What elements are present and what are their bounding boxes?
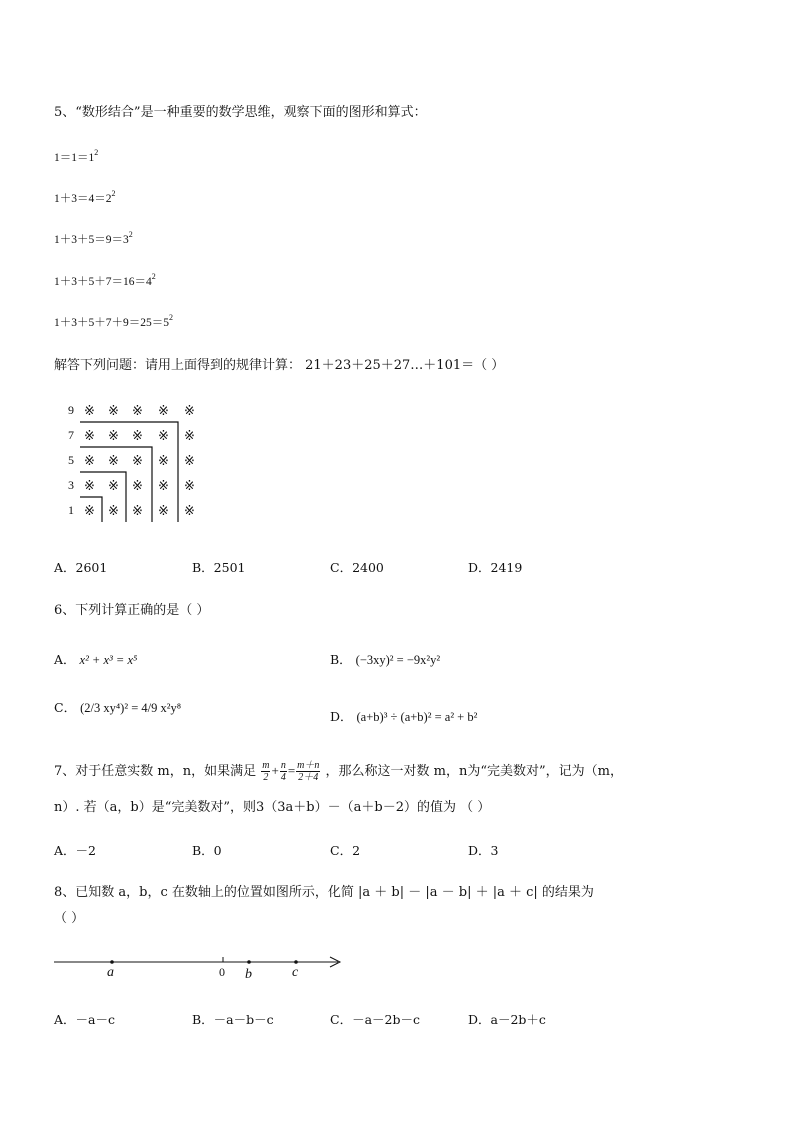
grid-cell-symbol: ※ xyxy=(132,404,143,419)
q8-option-d[interactable]: D．a－2b＋c xyxy=(468,1012,546,1027)
q8-option-c[interactable]: C．－a－2b－c xyxy=(330,1012,420,1027)
label-a: a xyxy=(107,965,114,980)
grid-cell-symbol: ※ xyxy=(158,504,169,519)
grid-cell-symbol: ※ xyxy=(184,429,195,444)
q5-option-a[interactable]: A．2601 xyxy=(54,560,108,575)
q5-eq-1: $1=1=1^2$ xyxy=(54,148,99,164)
grid-cell-symbol: ※ xyxy=(132,479,143,494)
q6-option-a[interactable]: A． x² + x³ = x⁵ xyxy=(54,652,138,667)
q5-option-b[interactable]: B．2501 xyxy=(192,560,246,575)
q6-option-b[interactable]: B． (−3xy)² = −9x²y² xyxy=(330,652,441,667)
q7-line-1: 7、对于任意实数 m，n，如果满足 $\frac{m}{2}$ + $\frac{n}{4}$ = $\frac{m+n}{2+4}$ ，那么称这一对数 m，n为“完美数对”，记为（m， xyxy=(54,760,623,783)
q7-frac-n-4: $\frac{n}{4}$ xyxy=(280,760,286,783)
grid-label-9: 9 xyxy=(68,403,74,417)
point-a xyxy=(110,960,114,964)
q5-eq-4: $1+3+5+7=16=4^2$ xyxy=(54,272,156,288)
grid-cell-symbol: ※ xyxy=(132,429,143,444)
q8-option-a[interactable]: A．－a－c xyxy=(54,1012,115,1027)
q5-option-d[interactable]: D．2419 xyxy=(468,560,523,575)
grid-cell-symbol: ※ xyxy=(132,504,143,519)
grid-cell-symbol: ※ xyxy=(84,504,95,519)
grid-cell-symbol: ※ xyxy=(158,404,169,419)
grid-cell-symbol: ※ xyxy=(158,454,169,469)
label-b: b xyxy=(245,967,252,982)
grid-cell-symbol: ※ xyxy=(84,454,95,469)
q7-frac-m-2: $\frac{m}{2}$ xyxy=(262,760,270,783)
q6-option-c-expr: (2/3 xy⁴)² = 4/9 x²y⁸ xyxy=(80,701,182,715)
q6-option-c[interactable]: C． (2/3 xy⁴)² = 4/9 x²y⁸ xyxy=(54,700,182,715)
grid-cell-symbol: ※ xyxy=(84,404,95,419)
grid-cell-symbol: ※ xyxy=(108,504,119,519)
q7-option-a[interactable]: A．－2 xyxy=(54,843,96,858)
q7-frac-sum: $\frac{m+n}{2+4}$ xyxy=(297,760,320,783)
q5-stem: 5、“数形结合”是一种重要的数学思维，观察下面的图形和算式： xyxy=(54,105,427,120)
q8-stem: 8、已知数 a，b，c 在数轴上的位置如图所示，化简 |a ＋ b| － |a － b| ＋ |a ＋ c| 的结果为 xyxy=(54,885,594,900)
grid-cell-symbol: ※ xyxy=(84,429,95,444)
grid-label-3: 3 xyxy=(68,478,74,492)
number-line xyxy=(54,950,346,982)
q7-option-b[interactable]: B．0 xyxy=(192,843,222,858)
grid-cell-symbol: ※ xyxy=(108,404,119,419)
q6-stem: 6、下列计算正确的是（ ） xyxy=(54,603,210,618)
grid-cell-symbol: ※ xyxy=(84,479,95,494)
q8-answer-bracket: （ ） xyxy=(54,911,85,926)
grid-cell-symbol: ※ xyxy=(132,454,143,469)
odd-sum-figure xyxy=(66,398,206,524)
q5-option-c[interactable]: C．2400 xyxy=(330,560,384,575)
grid-cell-symbol: ※ xyxy=(108,479,119,494)
grid-label-1: 1 xyxy=(68,503,74,517)
point-c xyxy=(294,960,298,964)
grid-cell-symbol: ※ xyxy=(158,429,169,444)
odd-sum-figure-svg xyxy=(66,398,206,524)
q5-eq-2: $1+3=4=2^2$ xyxy=(54,189,116,205)
q5-question: 解答下列问题：请用上面得到的规律计算： 21＋23＋25＋27…＋101＝（ ） xyxy=(54,358,505,373)
grid-cell-symbol: ※ xyxy=(184,454,195,469)
grid-cell-symbol: ※ xyxy=(184,404,195,419)
q7-line-2: n）. 若（a，b）是“完美数对”，则3（3a＋b）－（a＋b－2）的值为 （ ） xyxy=(54,800,491,815)
label-c: c xyxy=(292,965,299,980)
q6-option-d-expr: (a+b)³ ÷ (a+b)² = a² + b² xyxy=(356,710,478,724)
q8-option-b[interactable]: B．－a－b－c xyxy=(192,1012,274,1027)
grid-label-5: 5 xyxy=(68,453,74,467)
q7-option-c[interactable]: C．2 xyxy=(330,843,361,858)
q7-option-d[interactable]: D．3 xyxy=(468,843,499,858)
grid-cell-symbol: ※ xyxy=(184,504,195,519)
grid-cell-symbol: ※ xyxy=(158,479,169,494)
q5-eq-3: $1+3+5=9=3^2$ xyxy=(54,230,133,246)
grid-cell-symbol: ※ xyxy=(108,454,119,469)
q5-eq-5: $1+3+5+7+9=25=5^2$ xyxy=(54,313,173,329)
label-zero: 0 xyxy=(219,965,225,979)
q6-option-b-expr: (−3xy)² = −9x²y² xyxy=(355,653,441,667)
grid-cell-symbol: ※ xyxy=(108,429,119,444)
number-line-svg xyxy=(54,950,346,982)
grid-cell-symbol: ※ xyxy=(184,479,195,494)
point-b xyxy=(247,960,251,964)
q6-option-a-expr: x² + x³ = x⁵ xyxy=(79,653,138,667)
q6-option-d[interactable]: D． (a+b)³ ÷ (a+b)² = a² + b² xyxy=(330,709,478,724)
grid-label-7: 7 xyxy=(68,428,74,442)
